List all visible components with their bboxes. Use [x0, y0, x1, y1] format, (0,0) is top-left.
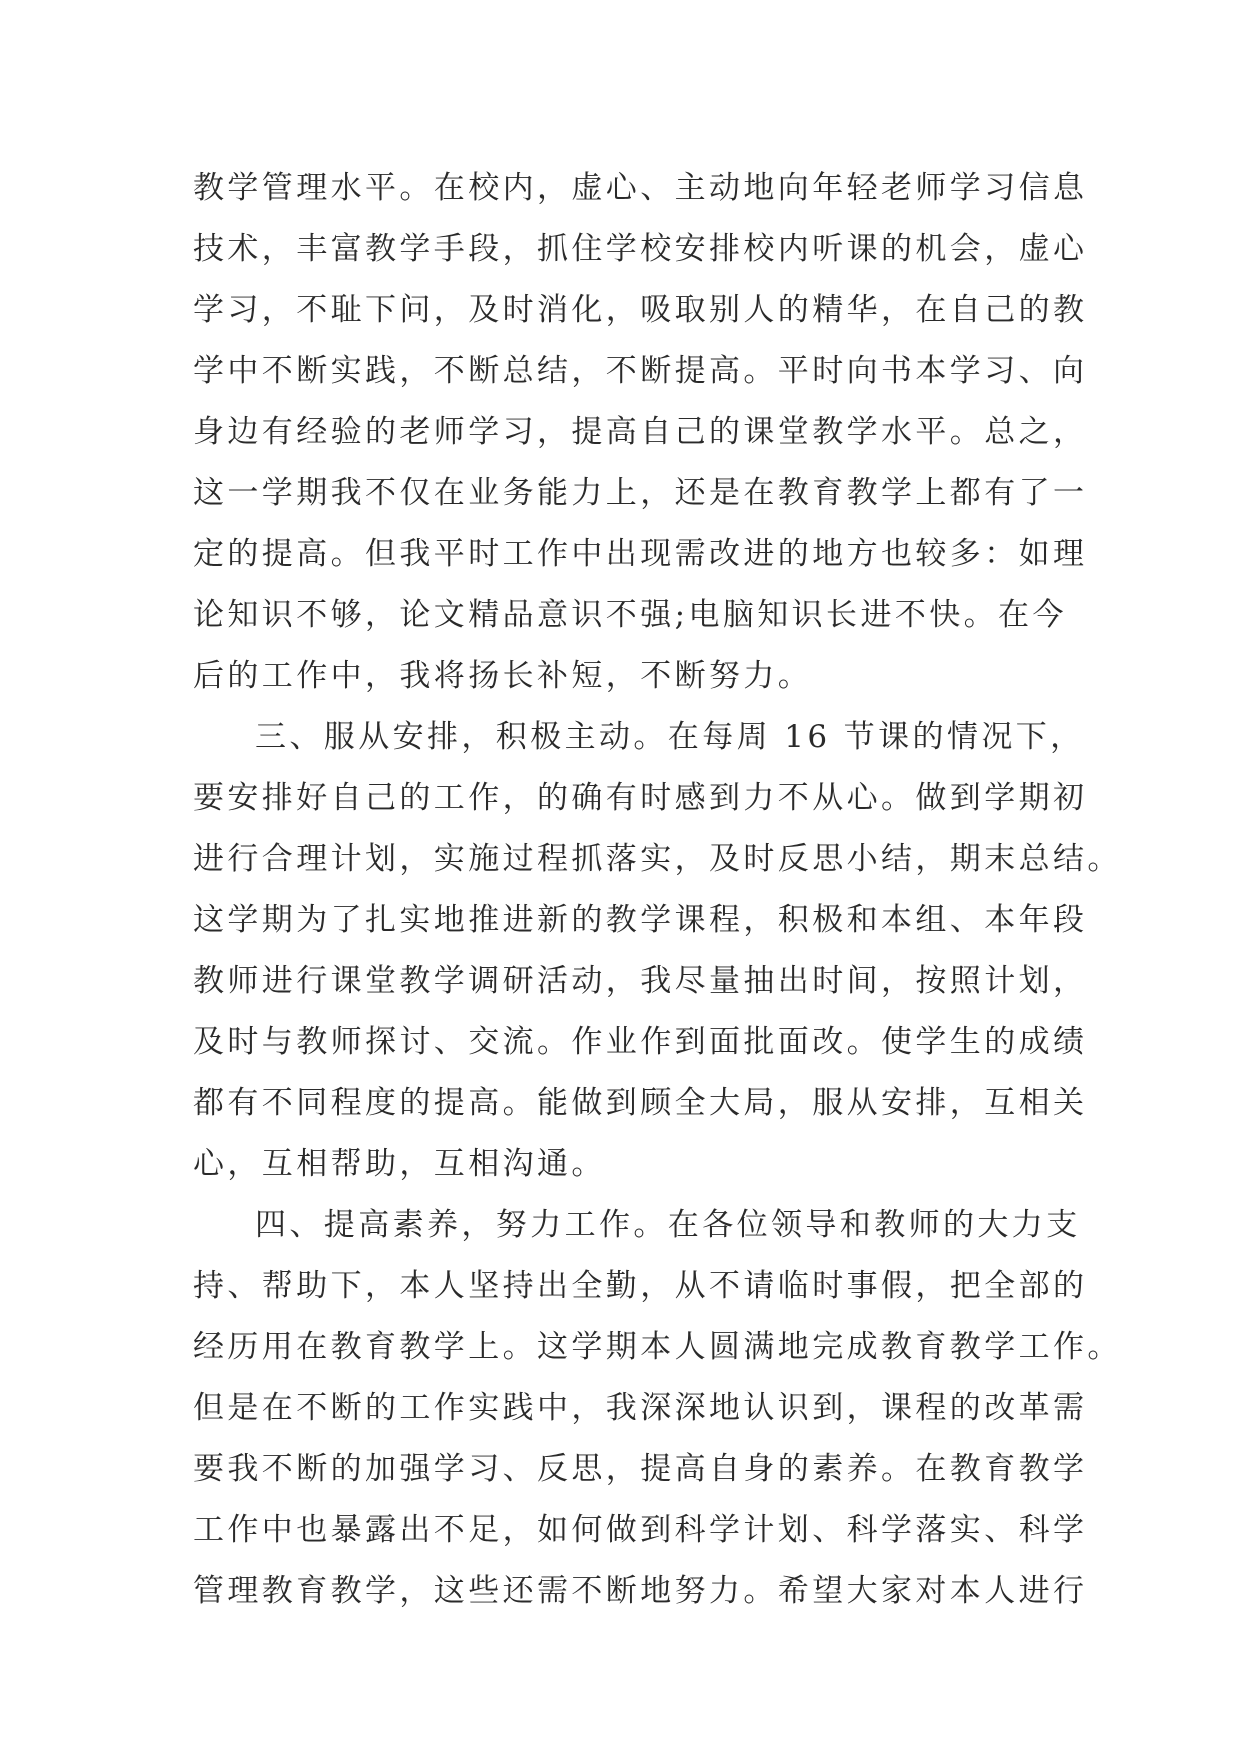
text-line: 都有不同程度的提高。能做到顾全大局，服从安排，互相关 [193, 1085, 1088, 1121]
text-line: 论知识不够，论文精品意识不强;电脑知识长进不快。在今 [193, 597, 1067, 633]
text-line: 管理教育教学，这些还需不断地努力。希望大家对本人进行 [193, 1573, 1088, 1609]
text-line: 进行合理计划，实施过程抓落实，及时反思小结，期末总结。 [193, 841, 1122, 877]
text-line: 心，互相帮助，互相沟通。 [193, 1146, 606, 1182]
text-line: 技术，丰富教学手段，抓住学校安排校内听课的机会，虚心 [193, 231, 1088, 267]
paragraph-section-three [193, 707, 1122, 1195]
text-line: 学习，不耻下问，及时消化，吸取别人的精华，在自己的教 [193, 292, 1088, 328]
text-line: 教师进行课堂教学调研活动，我尽量抽出时间，按照计划， [193, 963, 1088, 999]
text-line: 这一学期我不仅在业务能力上，还是在教育教学上都有了一 [193, 475, 1088, 511]
text-line: 学中不断实践，不断总结，不断提高。平时向书本学习、向 [193, 353, 1088, 389]
text-line: 后的工作中，我将扬长补短，不断努力。 [193, 658, 813, 694]
text-line: 教学管理水平。在校内，虚心、主动地向年轻老师学习信息 [193, 170, 1088, 206]
text-line: 定的提高。但我平时工作中出现需改进的地方也较多：如理 [193, 536, 1088, 572]
section-heading-line: 四、提高素养，努力工作。在各位领导和教师的大力支 [255, 1207, 1081, 1243]
text-line: 持、帮助下，本人坚持出全勤，从不请临时事假，把全部的 [193, 1268, 1088, 1304]
text-line: 要我不断的加强学习、反思，提高自身的素养。在教育教学 [193, 1451, 1088, 1487]
paragraph-teaching-level [193, 158, 1088, 707]
paragraph-section-four [193, 1195, 1122, 1622]
text-line: 经历用在教育教学上。这学期本人圆满地完成教育教学工作。 [193, 1329, 1122, 1365]
text-line: 要安排好自己的工作，的确有时感到力不从心。做到学期初 [193, 780, 1088, 816]
body-text [193, 158, 1122, 1622]
text-line: 这学期为了扎实地推进新的教学课程，积极和本组、本年段 [193, 902, 1088, 938]
text-line: 但是在不断的工作实践中，我深深地认识到，课程的改革需 [193, 1390, 1088, 1426]
section-heading-line: 三、服从安排，积极主动。在每周 16 节课的情况下， [255, 719, 1085, 755]
text-line: 工作中也暴露出不足，如何做到科学计划、科学落实、科学 [193, 1512, 1088, 1548]
text-line: 身边有经验的老师学习，提高自己的课堂教学水平。总之， [193, 414, 1088, 450]
text-line: 及时与教师探讨、交流。作业作到面批面改。使学生的成绩 [193, 1024, 1088, 1060]
